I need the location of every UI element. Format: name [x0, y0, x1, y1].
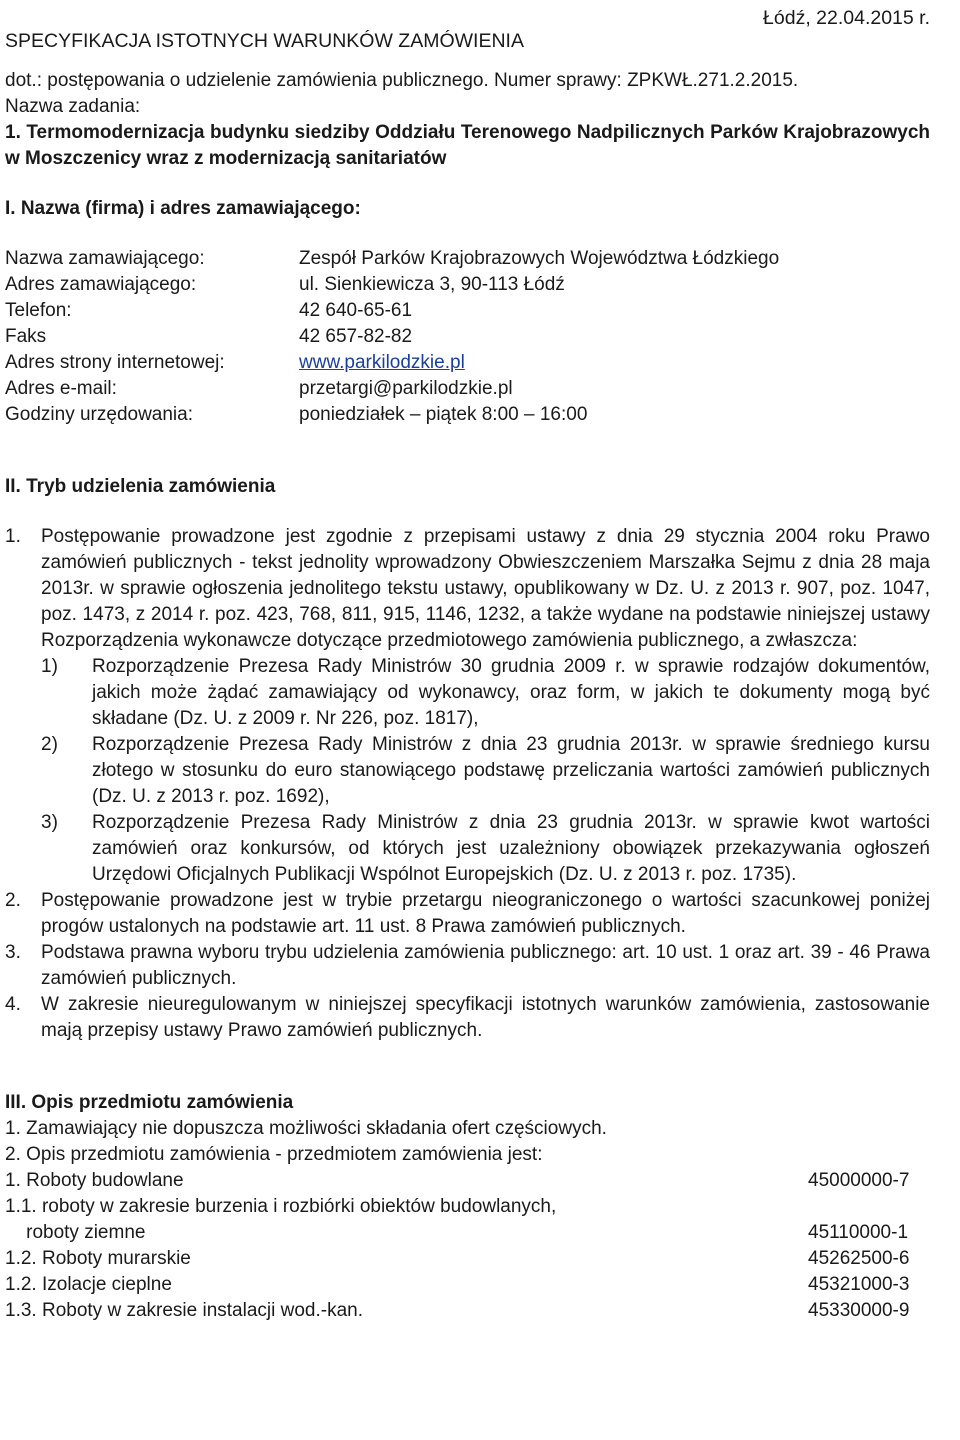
subject-description: 2. Opis przedmiotu zamówienia - przedmiotem zamówienia jest:: [5, 1144, 543, 1165]
partial-offers-note: 1. Zamawiający nie dopuszcza możliwości składania ofert częściowych.: [5, 1118, 607, 1139]
sub-list-text: Rozporządzenie Prezesa Rady Ministrów z dnia 23 grudnia 2013r. w sprawie kwot wartości zamówień oraz konkursów, od których jest uzależniony obowiązek przekazywania ogłoszeń Urzędowi Oficjalnych Publikacji Wspólnot Europejskich (Dz. U. z 2013 r. poz. 1735).: [92, 812, 930, 885]
document-title: SPECYFIKACJA ISTOTNYCH WARUNKÓW ZAMÓWIENIA: [5, 30, 524, 52]
sub-list-number: 2): [41, 734, 58, 755]
cpv-code: 45330000-9: [808, 1300, 910, 1321]
info-row-address: [5, 272, 930, 298]
task-label: Nazwa zadania:: [5, 96, 141, 117]
cpv-label: 1.2. Roboty murarskie: [5, 1248, 191, 1269]
info-row-name: [5, 246, 930, 272]
info-value: 42 657-82-82: [299, 326, 413, 347]
cpv-label: 1.3. Roboty w zakresie instalacji wod.-kan.: [5, 1300, 363, 1321]
info-value: 42 640-65-61: [299, 300, 413, 321]
info-row-fax: [5, 324, 930, 350]
info-label: Godziny urzędowania:: [5, 404, 193, 425]
info-row-email: [5, 376, 930, 402]
section-3-heading: III. Opis przedmiotu zamówienia: [5, 1092, 294, 1113]
task-name: 1. Termomodernizacja budynku siedziby Oddziału Terenowego Nadpilicznych Parków Krajobrazowych w Moszczenicy wraz z modernizacją sanitariatów: [5, 122, 930, 169]
section-1-heading: I. Nazwa (firma) i adres zamawiającego:: [5, 198, 361, 219]
cpv-code: 45321000-3: [808, 1274, 910, 1295]
list-item: [5, 992, 930, 1044]
sub-list-text: Rozporządzenie Prezesa Rady Ministrów 30 grudnia 2009 r. w sprawie rodzajów dokumentów, jakich może żądać zamawiający od wykonawcy, oraz form, w jakich te dokumenty mogą być składane (Dz. U. z 2009 r. Nr 226, poz. 1817),: [92, 656, 930, 729]
info-label: Nazwa zamawiającego:: [5, 248, 205, 269]
list-text: W zakresie nieuregulowanym w niniejszej specyfikacji istotnych warunków zamówienia, zastosowanie mają przepisy ustawy Prawo zamówień publicznych.: [41, 994, 930, 1041]
info-row-website: [5, 350, 930, 376]
info-label: Adres e-mail:: [5, 378, 117, 399]
info-label: Telefon:: [5, 300, 72, 321]
website-link[interactable]: www.parkilodzkie.pl: [299, 352, 465, 373]
info-label: Adres zamawiającego:: [5, 274, 197, 295]
cpv-code: 45262500-6: [808, 1248, 910, 1269]
cpv-label: roboty ziemne: [5, 1222, 146, 1243]
cpv-row: [5, 1168, 930, 1194]
cpv-row: [5, 1298, 930, 1324]
cpv-code: 45000000-7: [808, 1170, 910, 1191]
list-item: [5, 940, 930, 992]
info-row-phone: [5, 298, 930, 324]
case-reference: dot.: postępowania o udzielenie zamówienia publicznego. Numer sprawy: ZPKWŁ.271.2.2015.: [5, 70, 799, 91]
list-number: 2.: [5, 890, 21, 911]
cpv-row: [5, 1246, 930, 1272]
cpv-row: [5, 1194, 930, 1220]
cpv-label: 1. Roboty budowlane: [5, 1170, 184, 1191]
sub-list-item: [41, 732, 930, 810]
section-2-heading: II. Tryb udzielenia zamówienia: [5, 476, 276, 497]
sub-list-number: 3): [41, 812, 58, 833]
sub-list-item: [41, 810, 930, 888]
info-row-hours: [5, 402, 930, 428]
cpv-row: [5, 1220, 930, 1246]
sub-list-item: [41, 654, 930, 732]
cpv-list: [5, 1168, 930, 1324]
document-date: Łódź, 22.04.2015 r.: [763, 7, 930, 29]
cpv-code: 45110000-1: [808, 1222, 909, 1243]
document-header: [5, 0, 930, 56]
list-number: 3.: [5, 942, 21, 963]
info-value: Zespół Parków Krajobrazowych Województwa Łódzkiego: [299, 248, 780, 269]
info-value: przetargi@parkilodzkie.pl: [299, 378, 513, 399]
list-number: 1.: [5, 526, 21, 547]
list-text: Postępowanie prowadzone jest w trybie przetargu nieograniczonego o wartości szacunkowej poniżej progów ustalonych na podstawie art. 11 ust. 8 Prawa zamówień publicznych.: [41, 890, 930, 937]
contracting-authority-info: [5, 246, 930, 428]
info-value: ul. Sienkiewicza 3, 90-113 Łódź: [299, 274, 565, 295]
info-label: Faks: [5, 326, 47, 347]
list-item: [5, 888, 930, 940]
list-text: Postępowanie prowadzone jest zgodnie z przepisami ustawy z dnia 29 stycznia 2004 roku Prawo zamówień publicznych - tekst jednolity wprowadzony Obwieszczeniem Marszałka Sejmu z dnia 28 maja 2013r. w sprawie ogłoszenia jednolitego tekstu ustawy, opublikowany w Dz. U. z 2013 r. 907, poz. 1047, poz. 1473, z 2014 r. poz. 423, 768, 811, 915, 1146, 1232, a także wydane na podstawie niniejszej ustawy Rozporządzenia wykonawcze dotyczące przedmiotowego zamówienia publicznego, a zwłaszcza:: [41, 526, 930, 651]
list-text: Podstawa prawna wyboru trybu udzielenia zamówienia publicznego: art. 10 ust. 1 oraz art. 39 - 46 Prawa zamówień publicznych.: [41, 942, 930, 989]
cpv-code: [808, 1194, 930, 1220]
cpv-label: 1.1. roboty w zakresie burzenia i rozbiórki obiektów budowlanych,: [5, 1196, 557, 1217]
cpv-label: 1.2. Izolacje cieplne: [5, 1274, 172, 1295]
sub-list-text: Rozporządzenie Prezesa Rady Ministrów z dnia 23 grudnia 2013r. w sprawie średniego kursu złotego w stosunku do euro stanowiącego podstawę przeliczania wartości zamówień publicznych (Dz. U. z 2013 r. poz. 1692),: [92, 734, 930, 807]
sub-list-number: 1): [41, 656, 58, 677]
list-number: 4.: [5, 994, 21, 1015]
info-label: Adres strony internetowej:: [5, 352, 225, 373]
cpv-row: [5, 1272, 930, 1298]
list-item: [5, 524, 930, 654]
info-value: poniedziałek – piątek 8:00 – 16:00: [299, 404, 588, 425]
